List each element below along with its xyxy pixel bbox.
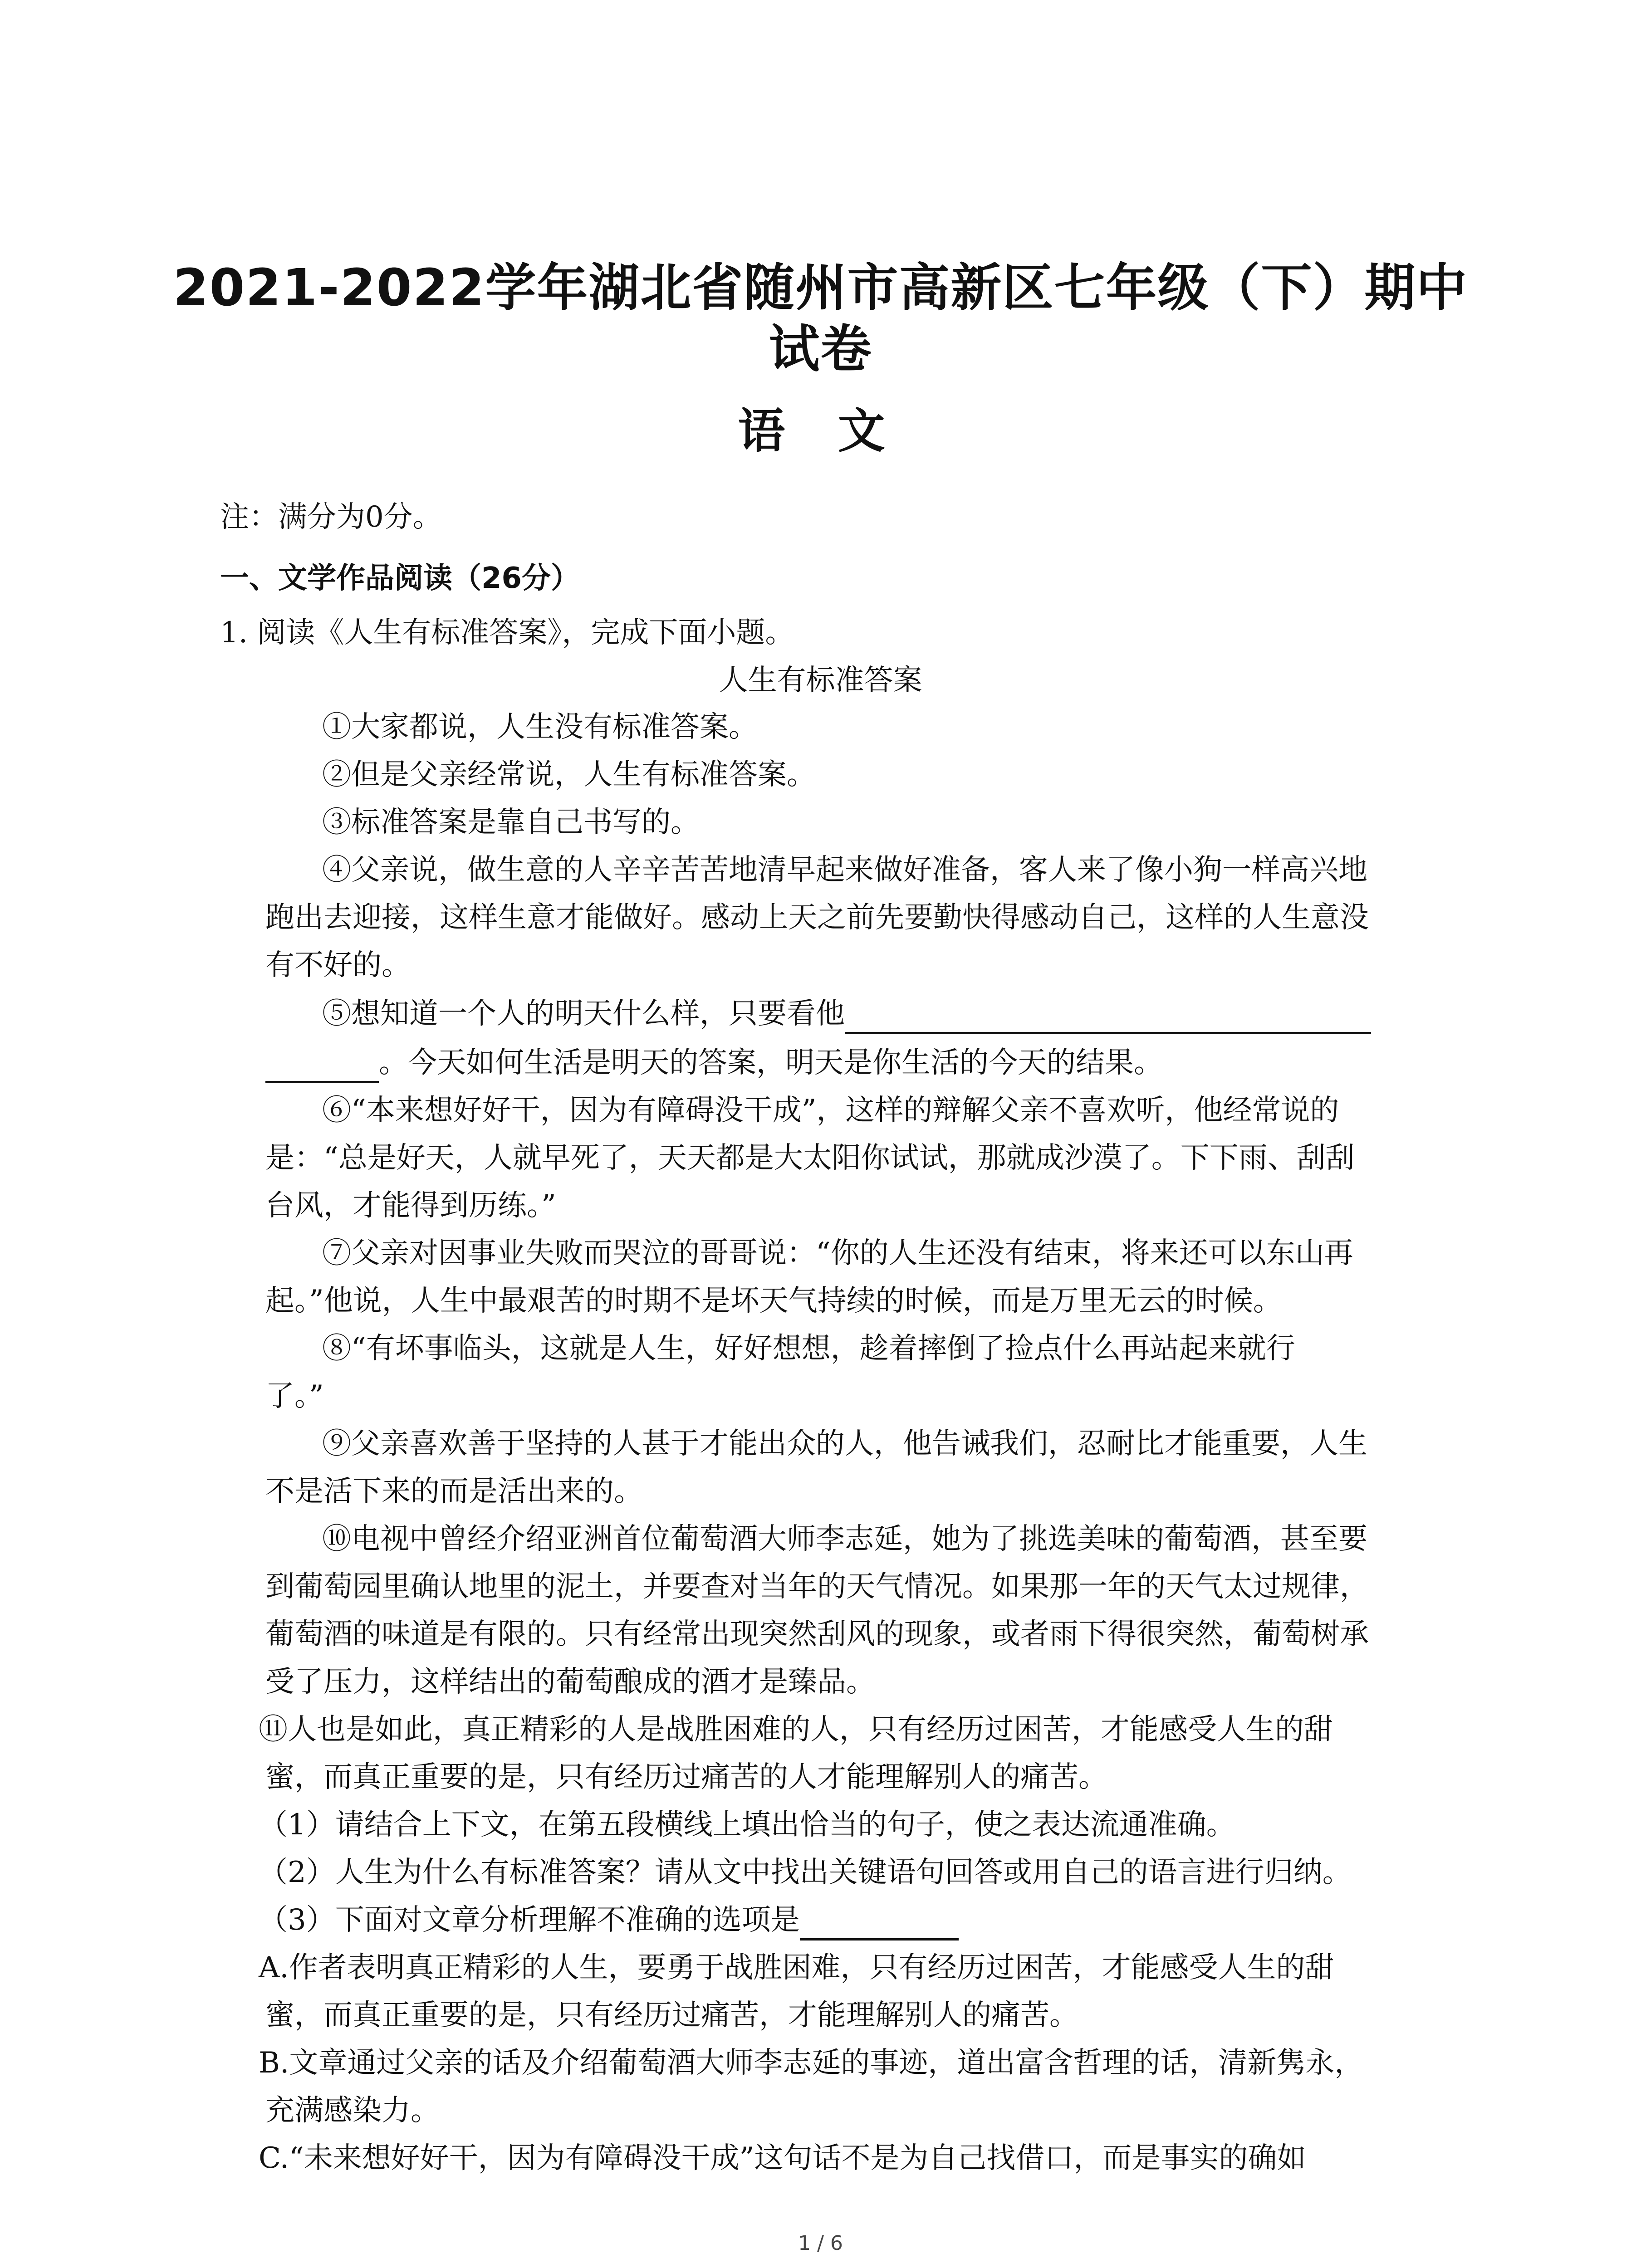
page-number: 1 / 6 (798, 2232, 843, 2255)
option-a-line-1: A.作者表明真正精彩的人生，要勇于战胜困难，只有经历过困苦，才能感受人生的甜 (259, 1951, 1334, 1984)
option-c-line-1: C.“未来想好好干，因为有障碍没干成”这句话不是为自己找借口，而是事实的确如 (259, 2141, 1306, 2175)
option-a-line-2: 蜜，而真正重要的是，只有经历过痛苦，才能理解别人的痛苦。 (265, 1999, 1078, 2032)
paragraph-5-line-1 (322, 993, 1371, 1034)
subquestion-3-text: （3）下面对文章分析理解不准确的选项是 (259, 1903, 800, 1937)
subject-heading: 语 文 (738, 403, 903, 459)
paragraph-7-line-2: 起。”他说，人生中最艰苦的时期不是坏天气持续的时候，而是万里无云的时候。 (265, 1284, 1282, 1318)
paragraph-4-line-1: ④父亲说，做生意的人辛辛苦苦地清早起来做好准备，客人来了像小狗一样高兴地 (322, 853, 1367, 887)
paragraph-7-line-1: ⑦父亲对因事业失败而哭泣的哥哥说：“你的人生还没有结束，将来还可以东山再 (322, 1237, 1353, 1270)
paragraph-10-line-2: 到葡萄园里确认地里的泥土，并要查对当年的天气情况。如果那一年的天气太过规律， (265, 1570, 1369, 1603)
paragraph-10-line-3: 葡萄酒的味道是有限的。只有经常出现突然刮风的现象，或者雨下得很突然，葡萄树承 (265, 1618, 1369, 1651)
subquestion-1: （1）请结合上下文，在第五段横线上填出恰当的句子，使之表达流通准确。 (259, 1808, 1235, 1842)
paragraph-3: ③标准答案是靠自己书写的。 (322, 806, 700, 839)
score-note: 注：满分为0分。 (220, 500, 442, 534)
paragraph-6-line-3: 台风，才能得到历练。” (265, 1189, 556, 1222)
paragraph-6-line-2: 是：“总是好天，人就早死了，天天都是大太阳你试试，那就成沙漠了。下下雨、刮刮 (265, 1141, 1355, 1175)
paragraph-9-line-1: ⑨父亲喜欢善于坚持的人甚于才能出众的人，他告诫我们，忍耐比才能重要，人生 (322, 1427, 1367, 1461)
subquestion-2: （2）人生为什么有标准答案？请从文中找出关键语句回答或用自己的语言进行归纳。 (259, 1856, 1352, 1889)
paragraph-4-line-2: 跑出去迎接，这样生意才能做好。感动上天之前先要勤快得感动自己，这样的人生意没 (265, 901, 1369, 934)
section-heading: 一、文学作品阅读（26分） (220, 562, 580, 595)
paragraph-6-line-1: ⑥“本来想好好干，因为有障碍没干成”，这样的辩解父亲不喜欢听，他经常说的 (322, 1094, 1339, 1127)
paragraph-8-line-1: ⑧“有坏事临头，这就是人生，好好想想，趁着摔倒了捡点什么再站起来就行 (322, 1332, 1295, 1365)
paragraph-10-line-1: ⑩电视中曾经介绍亚洲首位葡萄酒大师李志延，她为了挑选美味的葡萄酒，甚至要 (322, 1522, 1367, 1556)
paragraph-1: ①大家都说，人生没有标准答案。 (322, 710, 758, 744)
paragraph-5-line-2 (265, 1042, 1163, 1083)
fill-blank-line-continued[interactable] (265, 1049, 379, 1083)
exam-title-line1: 2021-2022学年湖北省随州市高新区七年级（下）期中 (173, 259, 1468, 318)
paragraph-9-line-2: 不是活下来的而是活出来的。 (265, 1475, 643, 1508)
exam-title-line2: 试卷 (769, 320, 872, 379)
paragraph-10-line-4: 受了压力，这样结出的葡萄酿成的酒才是臻品。 (265, 1665, 875, 1699)
paragraph-5-text-2: 。今天如何生活是明天的答案，明天是你生活的今天的结果。 (379, 1046, 1163, 1080)
paragraph-2: ②但是父亲经常说，人生有标准答案。 (322, 758, 816, 792)
paragraph-4-line-3: 有不好的。 (265, 948, 411, 982)
fill-blank-line[interactable] (845, 1000, 1371, 1034)
passage-title: 人生有标准答案 (719, 664, 922, 697)
option-b-line-2: 充满感染力。 (265, 2094, 440, 2127)
question-intro: 1. 阅读《人生有标准答案》，完成下面小题。 (220, 616, 794, 650)
answer-blank[interactable] (800, 1906, 959, 1941)
paragraph-8-line-2: 了。” (265, 1379, 324, 1413)
paragraph-11-line-2: 蜜，而真正重要的是，只有经历过痛苦的人才能理解别人的痛苦。 (265, 1760, 1107, 1794)
subquestion-3 (259, 1900, 959, 1941)
paragraph-5-text: ⑤想知道一个人的明天什么样，只要看他 (322, 997, 845, 1031)
option-b-line-1: B.文章通过父亲的话及介绍葡萄酒大师李志延的事迹，道出富含哲理的话，清新隽永， (259, 2046, 1364, 2080)
paragraph-11-line-1: ⑪人也是如此，真正精彩的人是战胜困难的人，只有经历过困苦，才能感受人生的甜 (259, 1713, 1333, 1746)
